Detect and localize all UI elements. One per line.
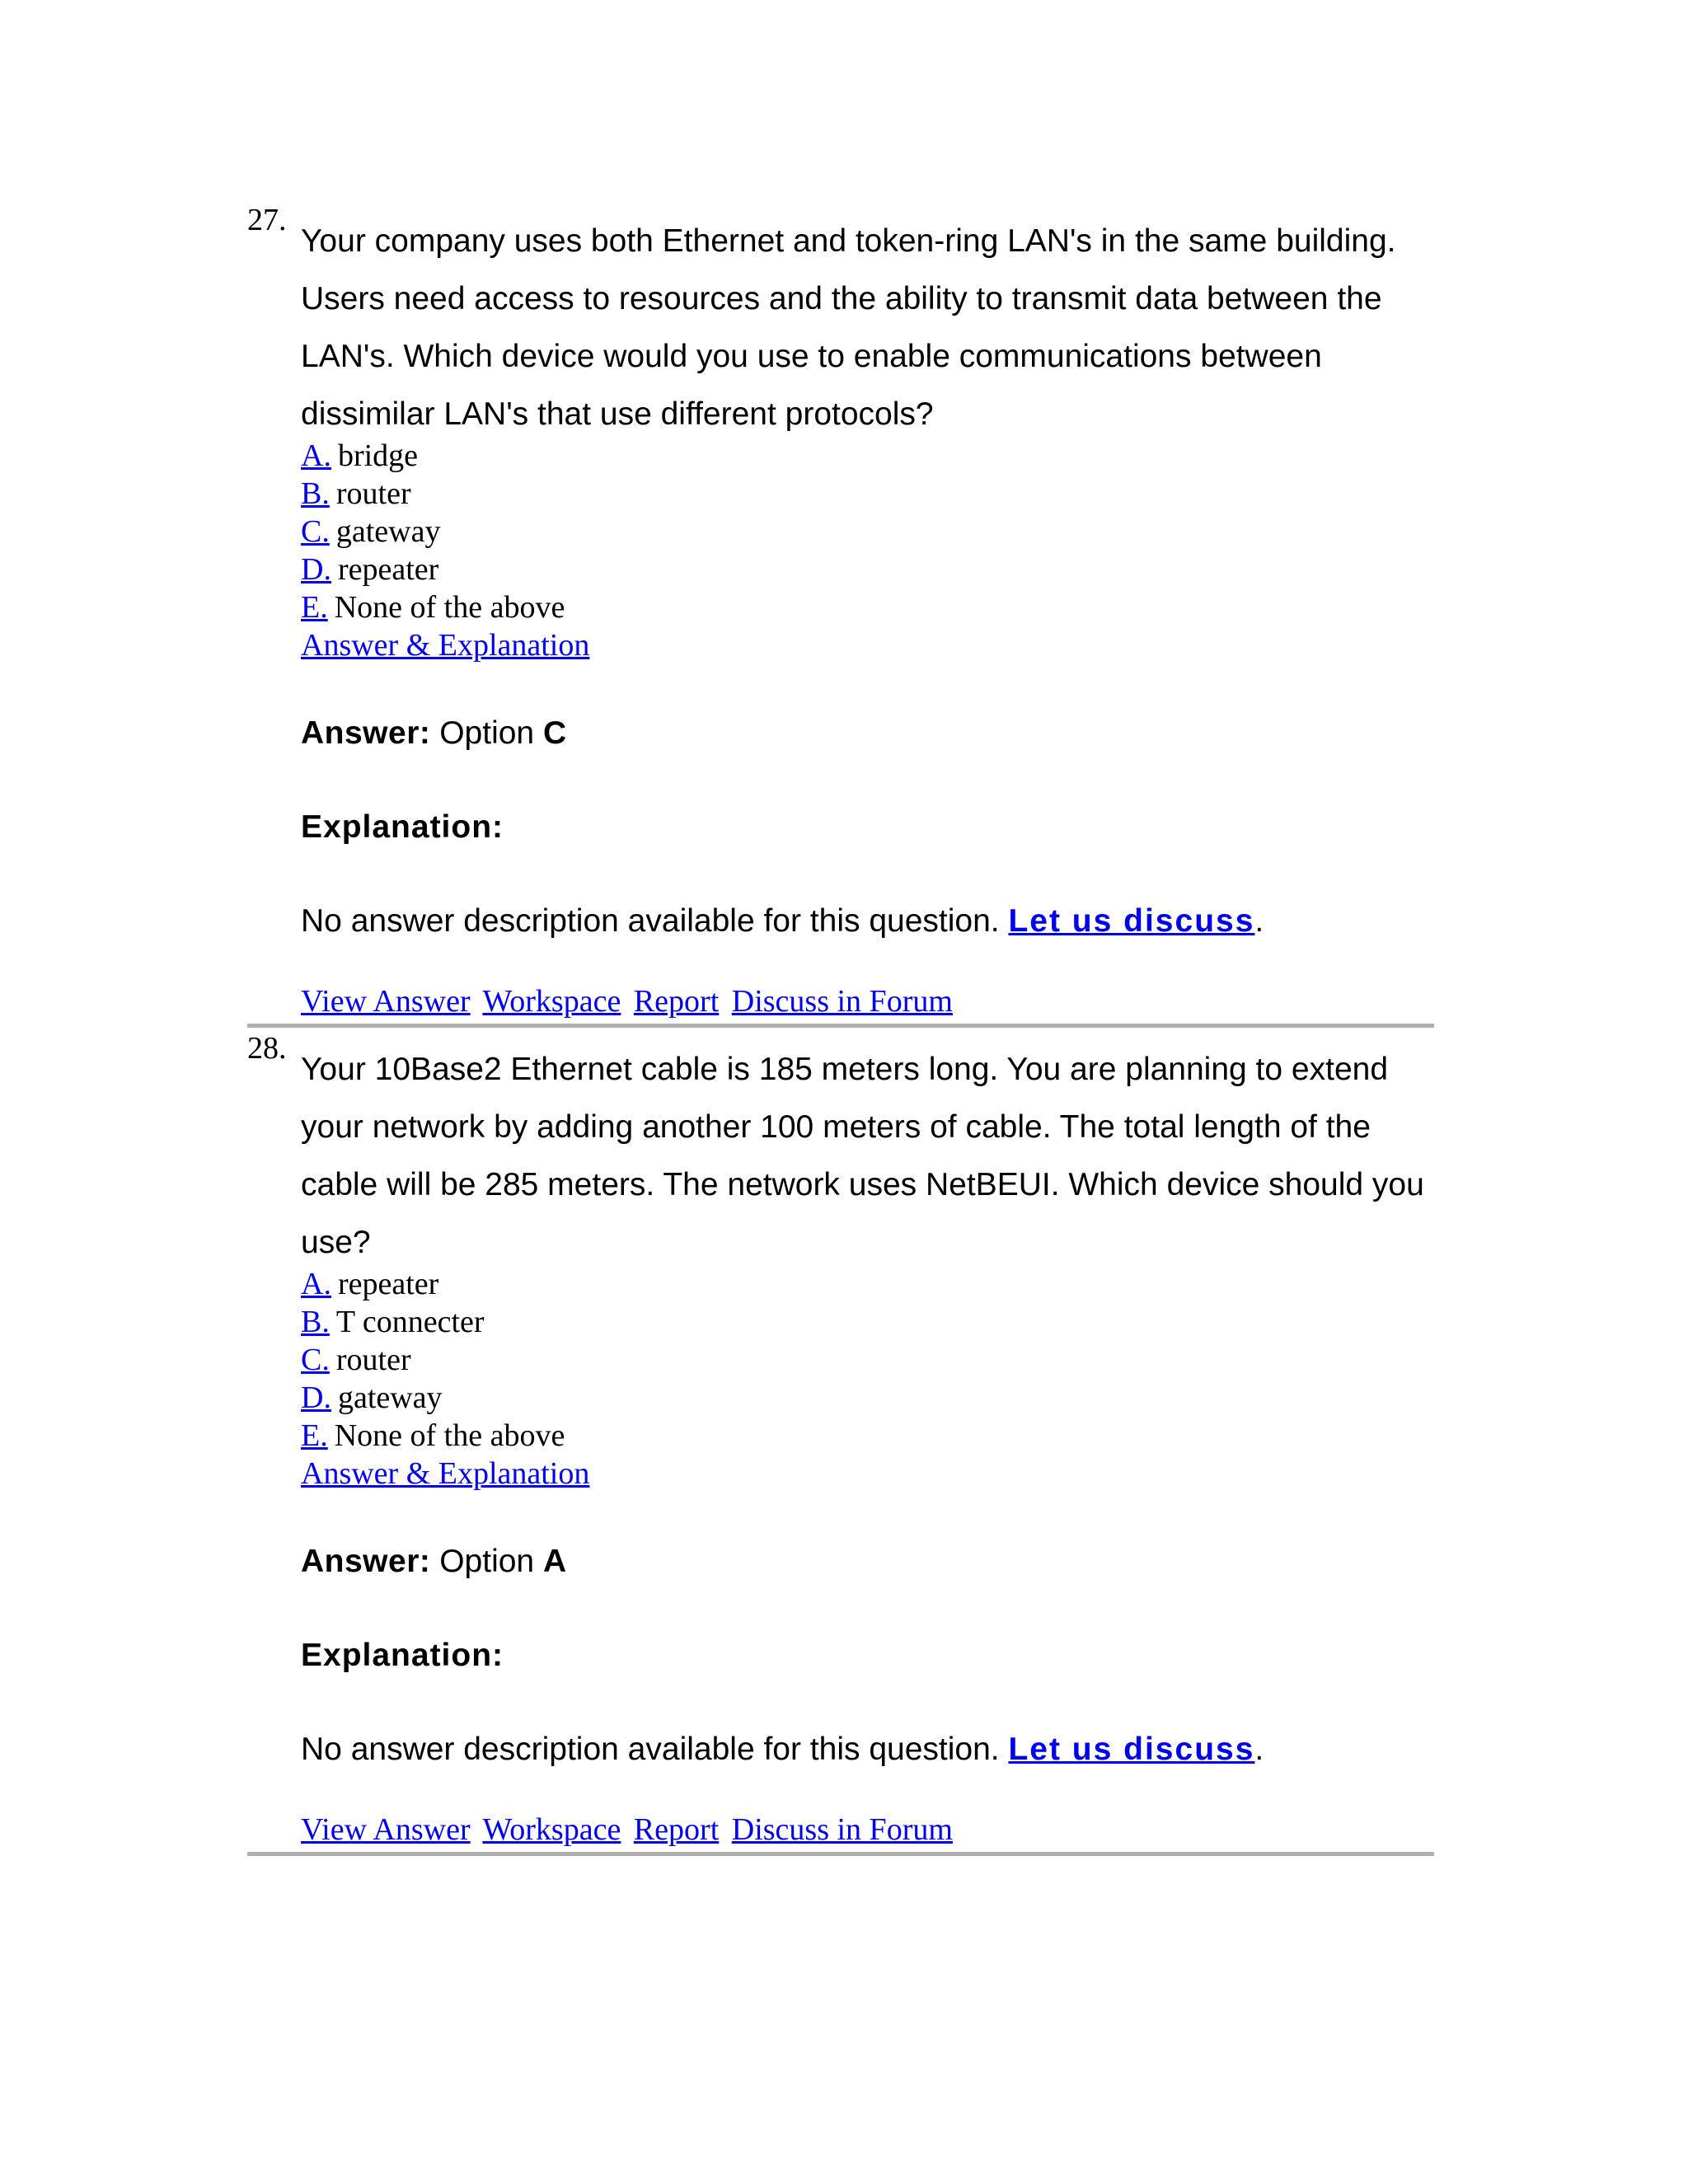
explanation-text-line	[301, 1732, 1434, 1768]
answer-line	[301, 1544, 1434, 1580]
discuss-suffix: .	[1254, 903, 1264, 939]
answer-explanation-link[interactable]: Answer & Explanation	[301, 1456, 590, 1491]
answer-label: Answer:	[301, 1544, 431, 1579]
let-us-discuss-link[interactable]: Let us discuss	[1008, 903, 1255, 939]
option-a-text: bridge	[337, 438, 419, 473]
option-d	[301, 1379, 1434, 1417]
option-d-text: gateway	[337, 1380, 443, 1415]
question-body	[301, 203, 1434, 1020]
answer-value: A	[542, 1544, 567, 1579]
option-d-link[interactable]: D.	[301, 552, 331, 587]
question-number: 28.	[247, 1031, 287, 1066]
option-d-link[interactable]: D.	[301, 1380, 331, 1415]
option-list	[301, 437, 1434, 626]
question-body	[301, 1031, 1434, 1849]
answer-label: Answer:	[301, 715, 431, 751]
discuss-in-forum-link[interactable]: Discuss in Forum	[731, 1812, 953, 1847]
option-c-link[interactable]: C.	[301, 1343, 330, 1377]
view-answer-link[interactable]: View Answer	[301, 984, 471, 1019]
option-b-text: router	[335, 476, 411, 511]
option-a-link[interactable]: A.	[301, 438, 331, 473]
answer-prefix: Option	[439, 1544, 535, 1579]
option-list	[301, 1265, 1434, 1455]
report-link[interactable]: Report	[633, 1812, 720, 1847]
option-c-text: gateway	[335, 514, 441, 549]
option-b-text: T connecter	[335, 1305, 485, 1339]
option-b-link[interactable]: B.	[301, 1305, 330, 1339]
option-d	[301, 551, 1434, 588]
explanation-text: No answer description available for this question.	[301, 903, 1000, 939]
question-27	[247, 203, 1434, 1028]
workspace-link[interactable]: Workspace	[482, 1812, 621, 1847]
question-footer	[301, 1811, 1434, 1849]
report-link[interactable]: Report	[633, 984, 720, 1019]
option-e	[301, 588, 1434, 626]
option-a-link[interactable]: A.	[301, 1267, 331, 1301]
discuss-in-forum-link[interactable]: Discuss in Forum	[731, 984, 953, 1019]
option-e-text: None of the above	[334, 1418, 565, 1453]
option-e-link[interactable]: E.	[301, 1418, 328, 1453]
option-b	[301, 1303, 1434, 1341]
workspace-link[interactable]: Workspace	[482, 984, 621, 1019]
explanation-text: No answer description available for this question.	[301, 1732, 1000, 1767]
option-e-link[interactable]: E.	[301, 590, 328, 625]
option-a	[301, 1265, 1434, 1303]
option-e	[301, 1417, 1434, 1455]
question-number: 27.	[247, 203, 287, 237]
option-c-link[interactable]: C.	[301, 514, 330, 549]
option-c-text: router	[335, 1343, 411, 1377]
question-28	[247, 1031, 1434, 1856]
explanation-label: Explanation:	[301, 1638, 504, 1673]
option-b	[301, 475, 1434, 513]
explanation-label: Explanation:	[301, 809, 504, 845]
option-d-text: repeater	[337, 552, 439, 587]
question-text: Your 10Base2 Ethernet cable is 185 meters long. You are planning to extend your network by adding another 100 meters of cable. The total length of the cable will be 285 meters. The network uses NetBEUI. Which device should you use?	[301, 1052, 1424, 1260]
question-footer	[301, 982, 1434, 1020]
discuss-suffix: .	[1254, 1732, 1264, 1767]
answer-line	[301, 715, 1434, 752]
answer-value: C	[542, 715, 567, 751]
option-b-link[interactable]: B.	[301, 476, 330, 511]
option-a-text: repeater	[337, 1267, 439, 1301]
question-text: Your company uses both Ethernet and token-ring LAN's in the same building. Users need access to resources and the ability to transmit data between the LAN's. Which device would you use to enable communications between dissimilar LAN's that use different protocols?	[301, 223, 1396, 432]
let-us-discuss-link[interactable]: Let us discuss	[1008, 1732, 1255, 1767]
view-answer-link[interactable]: View Answer	[301, 1812, 471, 1847]
option-c	[301, 513, 1434, 551]
question-list	[247, 203, 1434, 1856]
answer-explanation-link[interactable]: Answer & Explanation	[301, 628, 590, 663]
option-e-text: None of the above	[334, 590, 565, 625]
option-c	[301, 1341, 1434, 1379]
explanation-text-line	[301, 903, 1434, 940]
answer-prefix: Option	[439, 715, 535, 751]
